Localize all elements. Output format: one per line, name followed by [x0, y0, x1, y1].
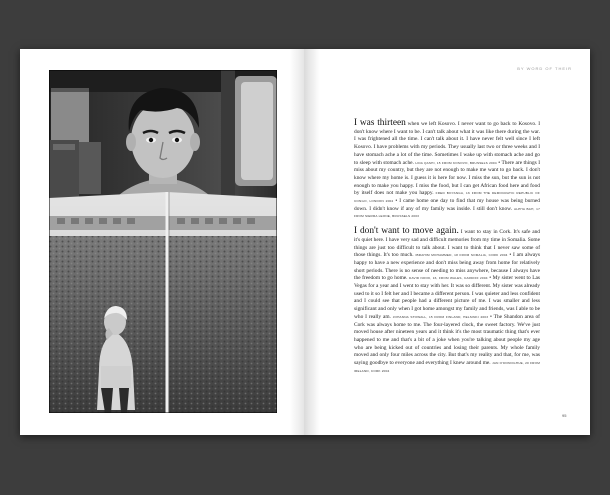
attribution: LIDA QASHI, 15 FROM KOSOVO, BRUSSELS 2004 — [415, 160, 497, 165]
paragraph-1 — [354, 119, 540, 221]
lead-in: I was thirteen — [354, 118, 406, 128]
right-page — [304, 49, 590, 435]
body-text-run: I want to stay in Cork. It's safe and it's quiet here. I have very sad and difficult memories from my time in Somalia. Some things are just too difficult to talk about. I want to think that I never saw some of those things. It's too much. — [354, 229, 540, 259]
body-text-run: • I am always happy to have a new experience and don't miss being away from home for relatively short periods. There is no sense of needing to miss anywhere, because I always have the freedom to go home. — [354, 252, 540, 282]
black-and-white-photograph — [49, 70, 277, 413]
attribution: JAN O'DONOGHUE, 20 FROM IRELAND, CORK 2004 — [354, 361, 540, 373]
body-text-run: • My sister went to Las Vegas for a year and I went to stay with her. It was so different. My sister was already used to it so I felt her and I became a different person. I was quieter and less confident and I could see that people had a different picture of me. I was smaller and less significant and only when I got home amongst my family and friends, was I able to be who I really am. — [354, 275, 540, 320]
page-number: 95 — [562, 413, 567, 418]
attribution: IBRAHIM MOHAMMED, 18 FROM SOMALIA, CORK 2004 — [415, 253, 508, 258]
gutter-shadow-left — [290, 49, 304, 435]
body-text-run: • The Shandon area of Cork was always home to me. The four-layered clock, the sweet factory. We've just moved house after nineteen years and it think it's the most traumatic thing that's ever happened to me and that's a bit of a joke when you're talking about people my age who are being kicked out of countries and losing their parents. My whole family moved and only four miles across the city. But that's my reality and that, for me, was saying goodbye to everyone and everything I knew around me. — [354, 313, 540, 367]
attribution: FRED BOYANGA, 16 FROM THE DEMOCRATIC REPUBLIC OF CONGO, LONDON 2004 — [354, 191, 540, 204]
book-spread — [20, 49, 590, 435]
left-page — [20, 49, 304, 435]
body-text-run: • There are things I miss about my country, but they are not enough to make me want to go back. I don't know where my home is. I guess it is here for now. I miss the sun, but the sun is not enough to make you happy. I miss the food, but I can get African food here and food by itself does not make you happy. — [354, 159, 540, 197]
running-header: BY WORD OF THEIR — [517, 66, 572, 71]
body-text — [354, 119, 540, 382]
attribution: DAVID NOOK, 16, FROM WALES, CARDIFF 2004 — [409, 276, 488, 281]
lead-in: I don't want to move again. — [354, 226, 459, 237]
paragraph-2 — [354, 227, 540, 375]
body-text-run: • I came home one day to find that my house was being burned down. I didn't know if any of my family was inside. I still don't know. — [354, 198, 540, 212]
body-text-run: when we left Kosovo. I never want to go back to Kosovo. I don't know where I want to be. I can't talk about what it was like there during the war. I was frightened all the time. I can't talk about it. I have never felt well since I left Kosovo. I have problems with my periods. They usually last two or three weeks and I have stomach ache a lot of the time. Sometimes I wake up with stomach ache and go to sleep with stomach ache. — [354, 121, 540, 166]
attribution: JOHANNA STOWALL, 15 FROM FINLAND, HELSINKI 2003 — [392, 314, 489, 319]
attribution: ALPHA BAH, 17 FROM SIERRA LEONE, BRUSSELS 2003 — [354, 206, 540, 219]
gutter-shadow-right — [304, 49, 320, 435]
